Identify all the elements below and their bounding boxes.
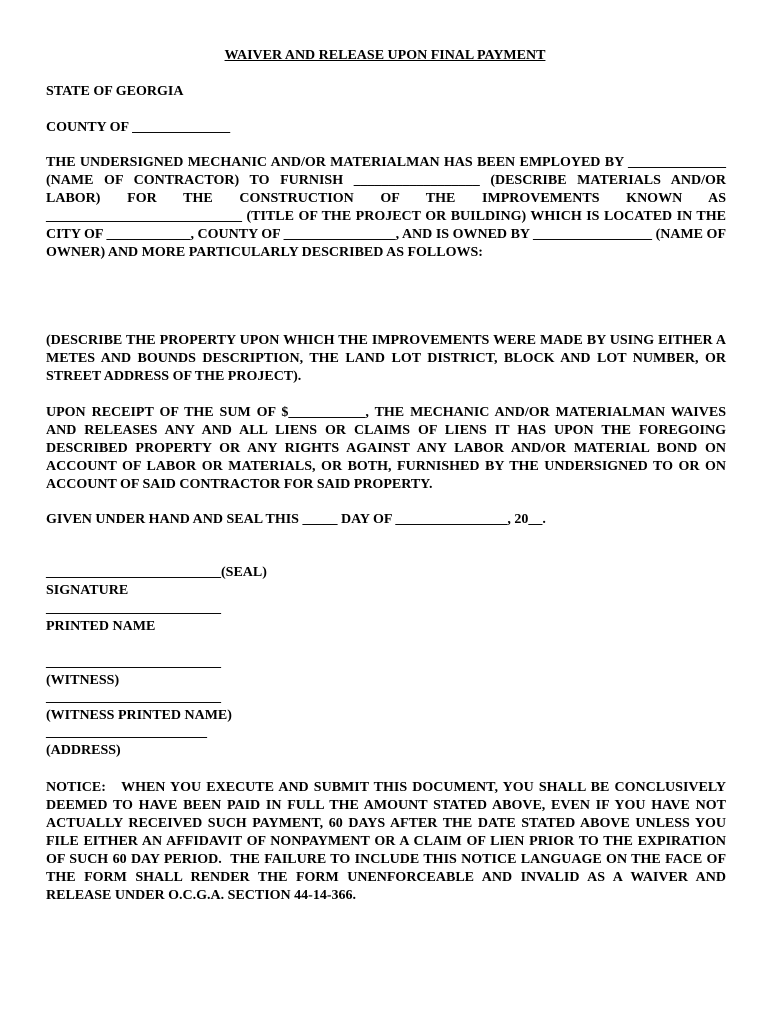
state-heading: STATE OF GEORGIA	[46, 84, 184, 99]
witness-printed-name-line: _________________________	[46, 690, 221, 705]
signature-label: SIGNATURE	[46, 583, 129, 598]
witness-printed-name-label: (WITNESS PRINTED NAME)	[46, 708, 232, 723]
address-label: (ADDRESS)	[46, 743, 121, 758]
witness-label: (WITNESS)	[46, 673, 120, 688]
printed-name-label: PRINTED NAME	[46, 619, 156, 634]
document-title: WAIVER AND RELEASE UPON FINAL PAYMENT	[224, 48, 546, 63]
county-line: COUNTY OF ______________	[46, 120, 231, 135]
given-under-hand-line: GIVEN UNDER HAND AND SEAL THIS _____ DAY OF ________________, 20__.	[46, 512, 546, 527]
address-line: _______________________	[46, 725, 207, 740]
property-description-paragraph: (DESCRIBE THE PROPERTY UPON WHICH THE IMPROVEMENTS WERE MADE BY USING EITHER A METES AND BOUNDS DESCRIPTION, THE LAND LOT DISTRICT, BLOCK AND LOT NUMBER, OR STREET ADDRESS OF THE PROJECT).	[46, 333, 726, 384]
seal-signature-line: _________________________(SEAL)	[46, 565, 267, 580]
witness-line: _________________________	[46, 655, 221, 670]
employment-paragraph: THE UNDERSIGNED MECHANIC AND/OR MATERIALMAN HAS BEEN EMPLOYED BY ______________ (NAME OF CONTRACTOR) TO FURNISH __________________ (DESCRIBE MATERIALS AND/OR LABOR) FOR THE CONSTRUCTION OF THE IMPROVEMENTS KNOWN AS ____________________________ (TITLE OF THE PROJECT OR BUILDING) WHICH IS LOCATED IN THE CITY OF ____________, COUNTY OF ________________, AND IS OWNED BY _________________ (NAME OF OWNER) AND MORE PARTICULARLY DESCRIBED AS FOLLOWS:	[46, 155, 726, 260]
receipt-paragraph: UPON RECEIPT OF THE SUM OF $___________, THE MECHANIC AND/OR MATERIALMAN WAIVES AND RELEASES ANY AND ALL LIENS OR CLAIMS OF LIENS IT HAS UPON THE FOREGOING DESCRIBED PROPERTY OR ANY RIGHTS AGAINST ANY LABOR AND/OR MATERIAL BOND ON ACCOUNT OF LABOR OR MATERIALS, OR BOTH, FURNISHED BY THE UNDERSIGNED TO OR ON ACCOUNT OF SAID CONTRACTOR FOR SAID PROPERTY.	[46, 405, 726, 492]
printed-name-line: _________________________	[46, 601, 221, 616]
notice-paragraph: NOTICE: WHEN YOU EXECUTE AND SUBMIT THIS DOCUMENT, YOU SHALL BE CONCLUSIVELY DEEMED TO HAVE BEEN PAID IN FULL THE AMOUNT STATED ABOVE, EVEN IF YOU HAVE NOT ACTUALLY RECEIVED SUCH PAYMENT, 60 DAYS AFTER THE DATE STATED ABOVE UNLESS YOU FILE EITHER AN AFFIDAVIT OF NONPAYMENT OR A CLAIM OF LIEN PRIOR TO THE EXPIRATION OF SUCH 60 DAY PERIOD. THE FAILURE TO INCLUDE THIS NOTICE LANGUAGE ON THE FACE OF THE FORM SHALL RENDER THE FORM UNENFORCEABLE AND INVALID AS A WAIVER AND RELEASE UNDER O.C.G.A. SECTION 44-14-366.	[46, 780, 730, 903]
